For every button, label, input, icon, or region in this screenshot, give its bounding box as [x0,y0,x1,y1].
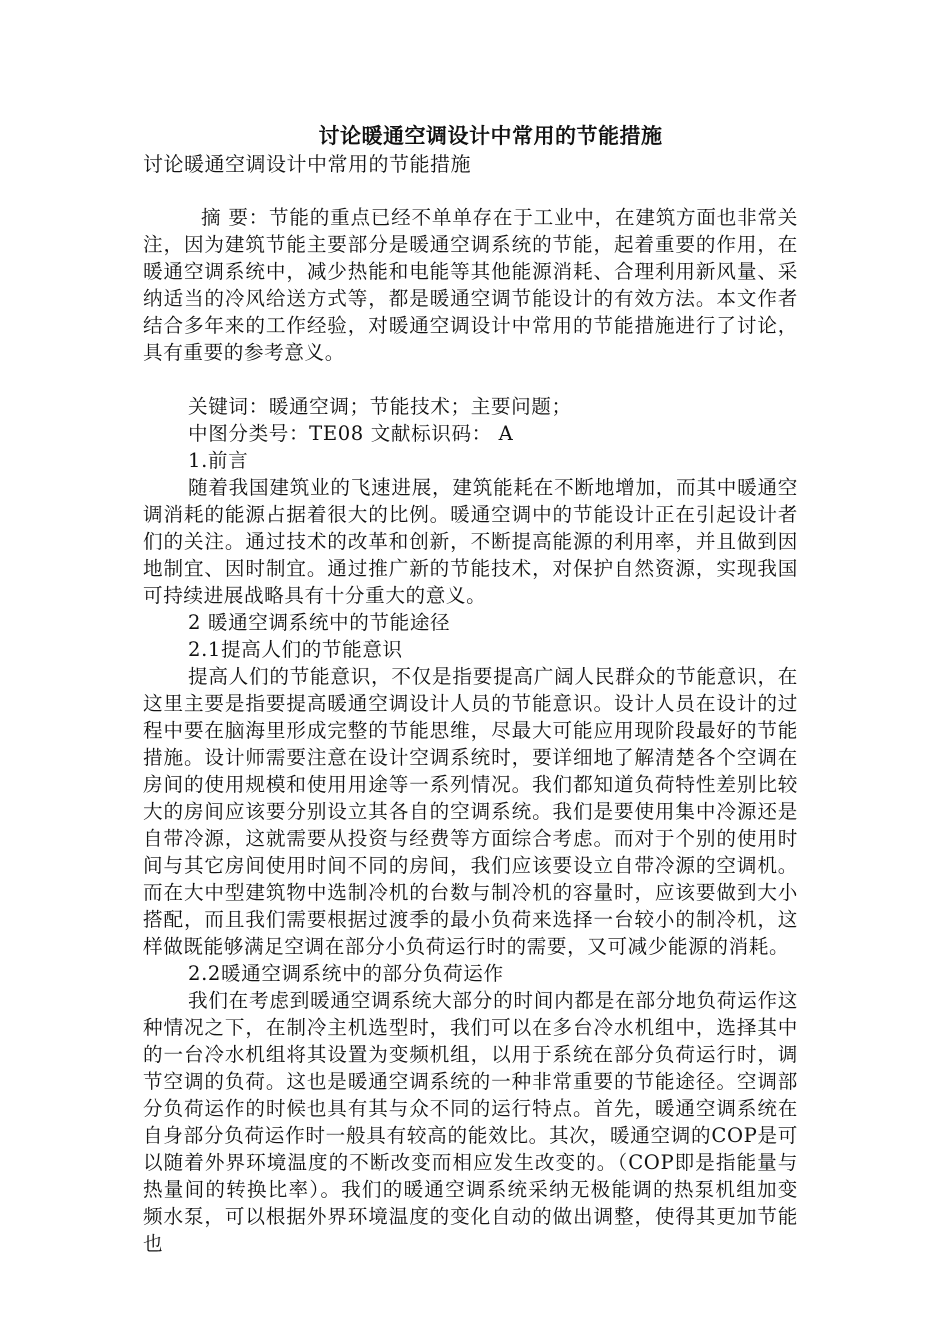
keywords-line: 关键词：暖通空调；节能技术；主要问题； [188,395,572,418]
section-2-heading: 2 暖通空调系统中的节能途径 [188,611,451,634]
abstract-paragraph: 摘 要：节能的重点已经不单单存在于工业中，在建筑方面也非常关注，因为建筑节能主要部分是暖通空调系统的节能，起着重要的作用，在暖通空调系统中，减少热能和电能等其他能源消耗、合理利用新风量、采纳适当的冷风给送方式等，都是暖通空调节能设计的有效方法。本文作者结合多年来的工作经验，对暖通空调设计中常用的节能措施进行了讨论，具有重要的参考意义。 [143,206,798,364]
section-1-heading: 1.前言 [188,449,249,472]
section-1-paragraph: 随着我国建筑业的飞速进展，建筑能耗在不断地增加，而其中暖通空调消耗的能源占据着很大的比例。暖通空调中的节能设计正在引起设计者们的关注。通过技术的改革和创新，不断提高能源的利用率，并且做到因地制宜、因时制宜。通过推广新的节能技术，对保护自然资源，实现我国可持续进展战略具有十分重大的意义。 [143,476,798,607]
document-page [143,122,798,1257]
section-2-2-heading: 2.2暖通空调系统中的部分负荷运作 [188,962,504,985]
document-subtitle: 讨论暖通空调设计中常用的节能措施 [143,152,471,176]
spacer [143,366,798,393]
section-2-1-heading: 2.1提高人们的节能意识 [188,638,403,661]
section-2-1-paragraph: 提高人们的节能意识，不仅是指要提高广阔人民群众的节能意识，在这里主要是指要提高暖通空调设计人员的节能意识。设计人员在设计的过程中要在脑海里形成完整的节能思维，尽最大可能应用现阶段最好的节能措施。设计师需要注意在设计空调系统时，要详细地了解清楚各个空调在房间的使用规模和使用用途等一系列情况。我们都知道负荷特性差别比较大的房间应该要分别设立其各自的空调系统。我们是要使用集中冷源还是自带冷源，这就需要从投资与经费等方面综合考虑。而对于个别的使用时间与其它房间使用时间不同的房间，我们应该要设立自带冷源的空调机。而在大中型建筑物中选制冷机的台数与制冷机的容量时，应该要做到大小搭配，而且我们需要根据过渡季的最小负荷来选择一台较小的制冷机，这样做既能够满足空调在部分小负荷运行时的需要，又可减少能源的消耗。 [143,665,798,958]
classification-line: 中图分类号：TE08 文献标识码： A [188,422,514,445]
document-title: 讨论暖通空调设计中常用的节能措施 [318,123,663,148]
section-2-2-paragraph: 我们在考虑到暖通空调系统大部分的时间内都是在部分地负荷运作这种情况之下，在制冷主机选型时，我们可以在多台冷水机组中，选择其中的一台冷水机组将其设置为变频机组，以用于系统在部分负荷运行时，调节空调的负荷。这也是暖通空调系统的一种非常重要的节能途径。空调部分负荷运作的时候也具有其与众不同的运行特点。首先，暖通空调系统在自身部分负荷运作时一般具有较高的能效比。其次，暖通空调的COP是可以随着外界环境温度的不断改变而相应发生改变的。（COP即是指能量与热量间的转换比率）。我们的暖通空调系统采纳无极能调的热泵机组加变频水泵，可以根据外界环境温度的变化自动的做出调整，使得其更加节能也 [143,989,798,1255]
